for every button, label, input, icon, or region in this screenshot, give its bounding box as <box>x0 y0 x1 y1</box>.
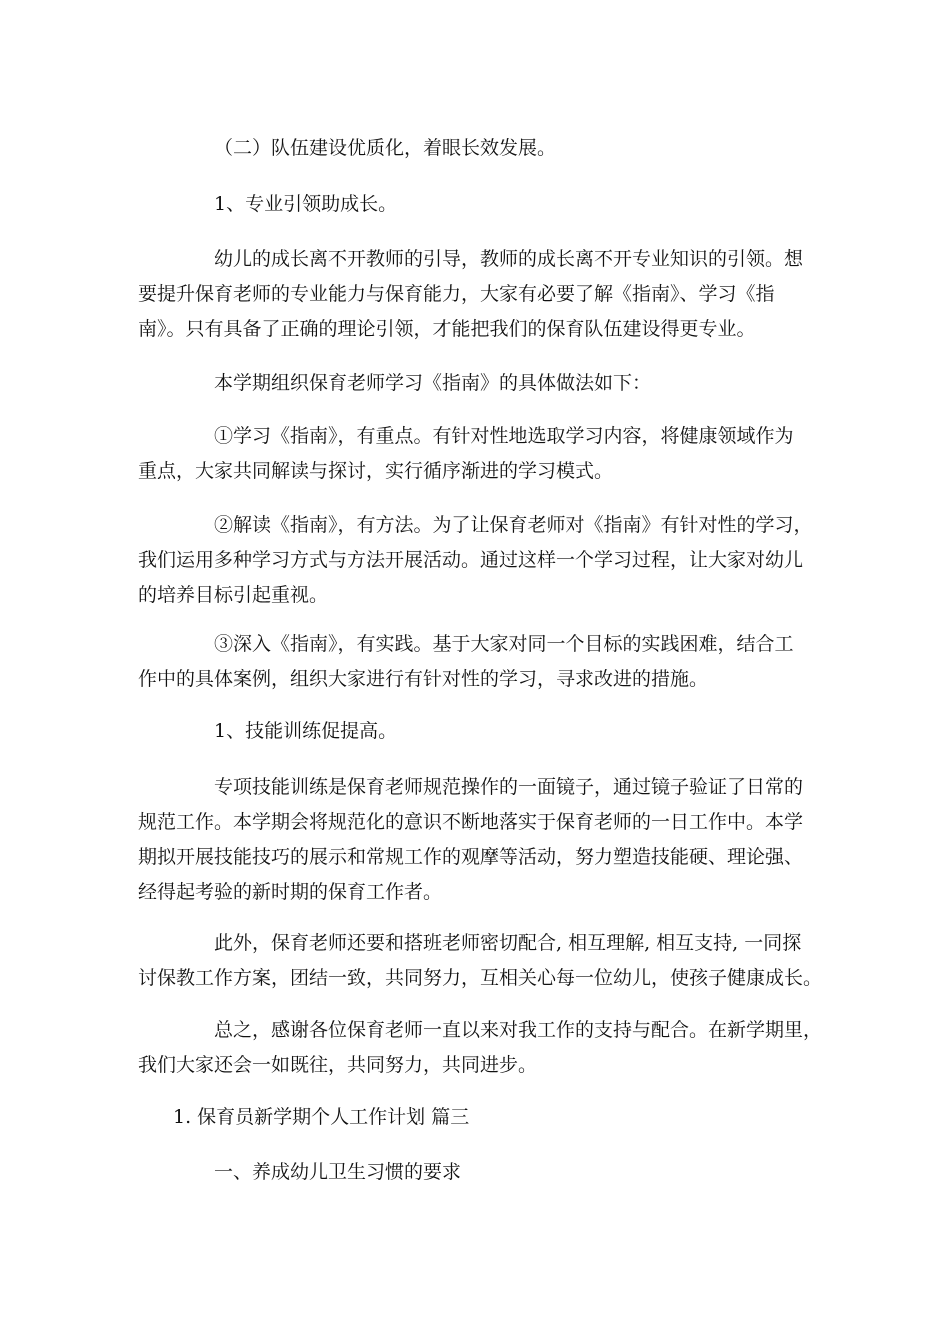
text-line: 期拟开展技能技巧的展示和常规工作的观摩等活动，努力塑造技能硬、理论强、 <box>138 846 804 868</box>
text-line: 本学期组织保育老师学习《指南》的具体做法如下： <box>214 372 652 394</box>
text-line: 经得起考验的新时期的保育工作者。 <box>138 881 443 903</box>
paragraph-study-point-3 <box>138 627 820 697</box>
paragraph-cooperation <box>138 926 823 996</box>
section-heading-hygiene <box>138 1155 896 1190</box>
text-line: 作中的具体案例，组织大家进行有针对性的学习，寻求改进的措施。 <box>138 668 709 690</box>
article-title-part-three <box>173 1100 855 1135</box>
text-line: 1. 保育员新学期个人工作计划 篇三 <box>173 1106 470 1128</box>
paragraph-conclusion <box>138 1013 823 1083</box>
text-line: 重点，大家共同解读与探讨，实行循序渐进的学习模式。 <box>138 460 614 482</box>
subheading-professional-guidance <box>138 187 896 222</box>
subheading-skill-training <box>138 714 896 749</box>
text-line: 幼儿的成长离不开教师的引导，教师的成长离不开专业知识的引领。想 <box>214 248 804 270</box>
paragraph-study-method-intro <box>138 366 896 401</box>
text-line: （二）队伍建设优质化，着眼长效发展。 <box>214 137 557 159</box>
text-line: 规范工作。本学期会将规范化的意识不断地落实于保育老师的一日工作中。本学 <box>138 811 804 833</box>
paragraph-teacher-growth <box>138 242 820 347</box>
text-line: ②解读《指南》，有方法。为了让保育老师对《指南》有针对性的学习， <box>214 514 813 536</box>
paragraph-study-point-2 <box>138 508 820 613</box>
text-line: 总之，感谢各位保育老师一直以来对我工作的支持与配合。在新学期里， <box>214 1019 823 1041</box>
text-line: 我们运用多种学习方式与方法开展活动。通过这样一个学习过程，让大家对幼儿 <box>138 549 804 571</box>
paragraph-study-point-1 <box>138 419 820 489</box>
text-line: 专项技能训练是保育老师规范操作的一面镜子，通过镜子验证了日常的 <box>214 776 804 798</box>
text-line: 南》。只有具备了正确的理论引领，才能把我们的保育队伍建设得更专业。 <box>138 318 756 340</box>
text-line: ①学习《指南》，有重点。有针对性地选取学习内容，将健康领域作为 <box>214 425 794 447</box>
paragraph-skill-training <box>138 770 820 910</box>
text-line: 1、专业引领助成长。 <box>214 193 398 215</box>
text-line: 的培养目标引起重视。 <box>138 584 329 606</box>
section-heading <box>138 131 896 166</box>
text-line: 一、养成幼儿卫生习惯的要求 <box>214 1161 462 1183</box>
text-line: 此外，保育老师还要和搭班老师密切配合, 相互理解, 相互支持, 一同探 <box>214 932 802 954</box>
text-line: 我们大家还会一如既往，共同努力，共同进步。 <box>138 1054 538 1076</box>
text-line: 要提升保育老师的专业能力与保育能力，大家有必要了解《指南》、学习《指 <box>138 283 775 305</box>
text-line: 1、技能训练促提高。 <box>214 720 398 742</box>
text-line: ③深入《指南》，有实践。基于大家对同一个目标的实践困难，结合工 <box>214 633 794 655</box>
text-line: 讨保教工作方案，团结一致，共同努力，互相关心每一位幼儿，使孩子健康成长。 <box>138 967 823 989</box>
